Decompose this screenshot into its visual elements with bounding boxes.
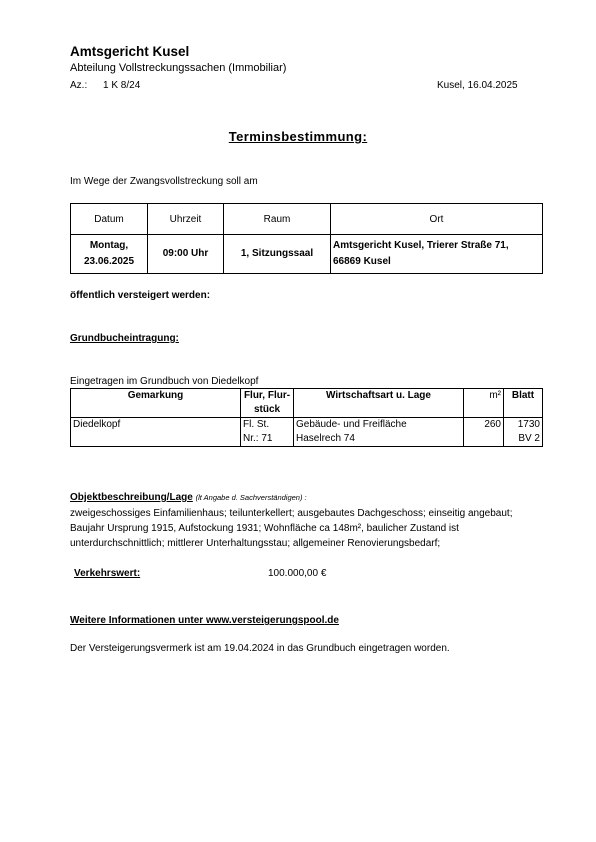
land-register-row <box>71 418 543 447</box>
cell-blatt: 1730 BV 2 <box>504 418 543 447</box>
place-date: Kusel, 16.04.2025 <box>437 80 518 91</box>
cell-flur: Fl. St. Nr.: 71 <box>241 418 294 447</box>
document-title: Terminsbestimmung: <box>228 129 368 144</box>
land-register-heading: Grundbucheintragung: <box>70 333 179 344</box>
appointment-location: Amtsgericht Kusel, Trierer Straße 71, 66869 Kusel <box>331 235 543 274</box>
col-header-wirtschaftsart: Wirtschaftsart u. Lage <box>294 389 464 418</box>
appointment-time: 09:00 Uhr <box>148 235 224 274</box>
land-register-header-row <box>71 389 543 418</box>
col-header-datum: Datum <box>71 204 148 235</box>
object-heading-text: Objektbeschreibung/Lage <box>70 492 193 503</box>
intro-text: Im Wege der Zwangsvollstreckung soll am <box>70 176 258 187</box>
land-register-intro: Eingetragen im Grundbuch von Diedelkopf <box>70 376 259 387</box>
appointment-date: Montag, 23.06.2025 <box>71 235 148 274</box>
record-note: Der Versteigerungsvermerk ist am 19.04.2024 in das Grundbuch eingetragen worden. <box>70 643 450 654</box>
col-header-ort: Ort <box>331 204 543 235</box>
case-number-label: Az.: <box>70 80 88 91</box>
col-header-uhrzeit: Uhrzeit <box>148 204 224 235</box>
col-header-raum: Raum <box>224 204 331 235</box>
info-link-text: Weitere Informationen unter www.versteigerungspool.de <box>70 615 339 626</box>
auction-statement: öffentlich versteigert werden: <box>70 290 211 301</box>
cell-wirtschaftsart: Gebäude- und Freifläche Haselrech 74 <box>294 418 464 447</box>
case-number: 1 K 8/24 <box>103 80 141 91</box>
market-value-label: Verkehrswert: <box>74 568 141 579</box>
appointment-header-row <box>71 204 543 235</box>
department: Abteilung Vollstreckungssachen (Immobiliar) <box>70 62 287 74</box>
cell-m2: 260 <box>464 418 504 447</box>
appointment-room: 1, Sitzungssaal <box>224 235 331 274</box>
court-name: Amtsgericht Kusel <box>70 44 190 59</box>
col-header-blatt: Blatt <box>504 389 543 418</box>
object-description: zweigeschossiges Einfamilienhaus; teilunterkellert; ausgebautes Dachgeschoss; einseitig angebaut; Baujahr Ursprung 1915, Aufstockung 1931; Wohnfläche ca 148m², baulicher Zustand ist unterdurchschnittlich; mittlerer Unterhaltungsstau; allgemeiner Renovierungsbedarf; <box>70 508 513 549</box>
col-header-m2: m² <box>464 389 504 418</box>
col-header-gemarkung: Gemarkung <box>71 389 241 418</box>
land-register-table <box>70 388 543 447</box>
appointment-table <box>70 203 543 274</box>
appointment-row <box>71 235 543 274</box>
object-heading <box>70 492 307 503</box>
cell-gemarkung: Diedelkopf <box>71 418 241 447</box>
object-heading-note: (lt Angabe d. Sachverständigen) : <box>195 493 307 502</box>
col-header-flur: Flur, Flur- stück <box>241 389 294 418</box>
market-value: 100.000,00 € <box>268 568 327 579</box>
